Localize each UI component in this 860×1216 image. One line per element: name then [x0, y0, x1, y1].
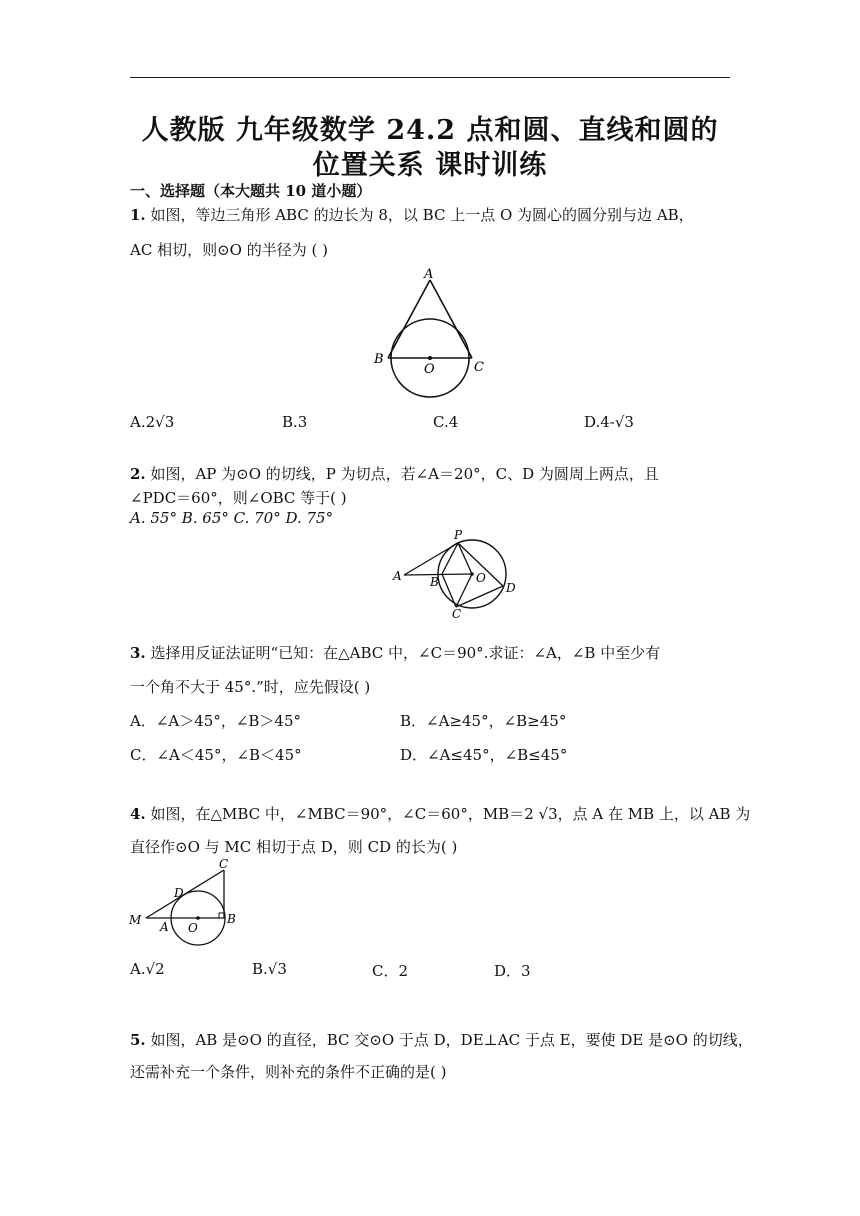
q3-line1: [130, 642, 730, 663]
q2-text1: 如图，AP 为⊙O 的切线，P 为切点，若∠A＝20°，C、D 为圆周上两点，且: [150, 465, 659, 483]
q1-line1: [130, 204, 730, 225]
q5-line1: [130, 1029, 753, 1050]
q1-label-c: C: [474, 360, 484, 375]
q4-label-b: B: [227, 912, 236, 926]
q4-line2: 直径作⊙O 与 MC 相切于点 D，则 CD 的长为( ): [130, 838, 458, 856]
q4-line1: [130, 803, 751, 824]
q2-line1: [130, 463, 730, 484]
q2-label-a: A: [393, 569, 402, 583]
q1-option-a: A.2√3: [130, 413, 175, 431]
q4-label-m: M: [129, 913, 142, 927]
q1-option-b: B.3: [282, 413, 308, 431]
q2-line2: ∠PDC＝60°，则∠OBC 等于( ): [130, 489, 347, 507]
q1-option-d: D.4-√3: [584, 413, 634, 431]
q4-option-d: D．3: [494, 962, 531, 980]
q4-number: 4.: [130, 805, 146, 823]
header-rule: [130, 77, 730, 78]
q3-option-a: A．∠A＞45°，∠B＞45°: [130, 712, 301, 730]
q3-option-b: B．∠A≥45°，∠B≥45°: [400, 712, 567, 730]
q3-text1: 选择用反证法证明“已知：在△ABC 中，∠C＝90°.求证：∠A，∠B 中至少有: [150, 644, 661, 662]
q3-option-d: D．∠A≤45°，∠B≤45°: [400, 746, 568, 764]
q3-number: 3.: [130, 644, 146, 662]
q4-label-o: O: [188, 921, 198, 935]
q4-label-d: D: [174, 886, 184, 900]
q3-option-c: C．∠A＜45°，∠B＜45°: [130, 746, 302, 764]
page-title-line1: 人教版 九年级数学 24.2 点和圆、直线和圆的: [141, 115, 719, 146]
q2-label-b: B: [430, 575, 439, 589]
q2-number: 2.: [130, 465, 146, 483]
q4-label-c: C: [219, 858, 229, 871]
section-heading: 一、选择题（本大题共 10 道小题）: [130, 182, 372, 200]
q2-label-c: C: [452, 607, 462, 618]
q3-line2: 一个角不大于 45°.”时，应先假设( ): [130, 678, 371, 696]
q4-option-a: A.√2: [130, 960, 165, 978]
q2-figure: [390, 528, 520, 618]
q2-label-p: P: [454, 528, 463, 542]
q4-text1: 如图，在△MBC 中，∠MBC＝90°，∠C＝60°，MB＝2 √3，点 A 在 MB 上，以 AB 为: [150, 805, 751, 823]
q1-label-o: O: [424, 362, 435, 377]
q1-figure: [368, 262, 493, 412]
q1-label-b: B: [374, 352, 384, 367]
q1-label-a: A: [424, 267, 434, 282]
q5-text1: 如图，AB 是⊙O 的直径，BC 交⊙O 于点 D，DE⊥AC 于点 E，要使 DE 是⊙O 的切线，: [150, 1031, 753, 1049]
q4-label-a: A: [160, 920, 169, 934]
q4-figure: [128, 858, 240, 950]
q1-option-c: C.4: [433, 413, 459, 431]
q2-label-o: O: [476, 571, 486, 585]
q1-center-dot: [428, 356, 432, 360]
q5-number: 5.: [130, 1031, 146, 1049]
q2-options: A. 55° B. 65° C. 70° D. 75°: [130, 509, 334, 527]
q4-option-b: B.√3: [252, 960, 287, 978]
page-title-line2: 位置关系 课时训练: [312, 150, 548, 181]
q1-text1: 如图，等边三角形 ABC 的边长为 8，以 BC 上一点 O 为圆心的圆分别与边 AB，: [150, 206, 694, 224]
q1-line2: AC 相切，则⊙O 的半径为 ( ): [130, 241, 328, 259]
q4-option-c: C．2: [372, 962, 409, 980]
q5-line2: 还需补充一个条件，则补充的条件不正确的是( ): [130, 1063, 447, 1081]
q1-number: 1.: [130, 206, 146, 224]
q2-label-d: D: [506, 581, 516, 595]
